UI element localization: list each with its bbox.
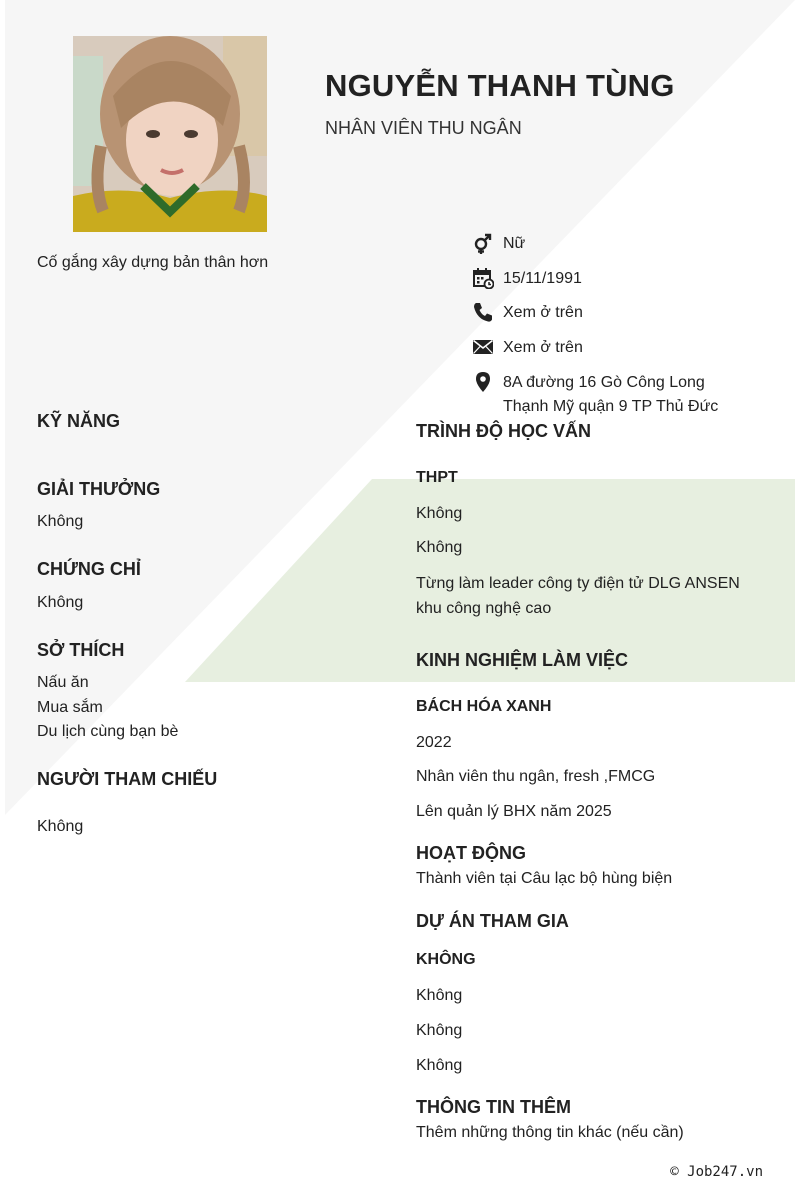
experience-company: BÁCH HÓA XANH	[416, 698, 552, 715]
project-name: KHÔNG	[416, 951, 476, 968]
activities-value: Thành viên tại Câu lạc bộ hùng biện	[416, 870, 673, 887]
awards-heading: GIẢI THƯỞNG	[37, 479, 161, 499]
calendar-icon	[472, 267, 494, 289]
info-gender	[472, 232, 525, 256]
awards-value: Không	[37, 513, 84, 530]
copyright-footer[interactable]: © Job247.vn	[670, 1164, 763, 1180]
certificates-heading: CHỨNG CHỈ	[37, 559, 141, 579]
email-value: Xem ở trên	[503, 339, 583, 356]
project-line-3: Không	[416, 1057, 463, 1074]
gender-value: Nữ	[503, 235, 526, 252]
gender-icon	[472, 232, 494, 254]
candidate-name: NGUYỄN THANH TÙNG	[325, 68, 675, 103]
hobby-item: Du lịch cùng bạn bè	[37, 723, 179, 740]
education-heading: TRÌNH ĐỘ HỌC VẤN	[416, 421, 591, 441]
experience-heading: KINH NGHIỆM LÀM VIỆC	[416, 650, 629, 670]
job-title: NHÂN VIÊN THU NGÂN	[325, 118, 522, 138]
references-heading: NGƯỜI THAM CHIẾU	[37, 769, 218, 789]
education-line-1: Không	[416, 505, 463, 522]
address-value	[503, 371, 718, 419]
dob-value: 15/11/1991	[503, 270, 582, 287]
education-line-2: Không	[416, 539, 463, 556]
info-phone	[472, 301, 583, 325]
additional-info-value: Thêm những thông tin khác (nếu cần)	[416, 1124, 684, 1141]
education-description-line: khu công nghệ cao	[416, 599, 552, 617]
hobbies-list	[37, 671, 178, 745]
address-line-1: 8A đường 16 Gò Công Long	[503, 374, 705, 391]
experience-position: Nhân viên thu ngân, fresh ,FMCG	[416, 768, 656, 785]
activities-heading: HOẠT ĐỘNG	[416, 843, 526, 863]
profile-photo	[73, 36, 267, 232]
project-line-2: Không	[416, 1022, 463, 1039]
location-pin-icon	[472, 371, 494, 393]
hobbies-heading: SỞ THÍCH	[37, 640, 125, 660]
education-description-line: Từng làm leader công ty điện tử DLG ANSEN	[416, 575, 740, 592]
info-dob	[472, 267, 582, 291]
skills-heading: KỸ NĂNG	[37, 411, 121, 431]
education-description	[416, 572, 740, 621]
career-objective: Cố gắng xây dựng bản thân hơn	[37, 254, 269, 271]
info-email	[472, 336, 583, 360]
info-address	[472, 371, 718, 419]
experience-year: 2022	[416, 734, 452, 751]
references-value: Không	[37, 818, 84, 835]
education-school: THPT	[416, 469, 458, 486]
project-line-1: Không	[416, 987, 463, 1004]
experience-description: Lên quản lý BHX năm 2025	[416, 803, 612, 820]
phone-value: Xem ở trên	[503, 304, 583, 321]
additional-info-heading: THÔNG TIN THÊM	[416, 1097, 571, 1117]
envelope-icon	[472, 336, 494, 358]
certificates-value: Không	[37, 594, 84, 611]
phone-icon	[472, 301, 494, 323]
hobby-item: Nấu ăn	[37, 674, 89, 691]
address-line-2: Thạnh Mỹ quận 9 TP Thủ Đức	[503, 398, 719, 415]
hobby-item: Mua sắm	[37, 698, 103, 716]
projects-heading: DỰ ÁN THAM GIA	[416, 911, 569, 931]
